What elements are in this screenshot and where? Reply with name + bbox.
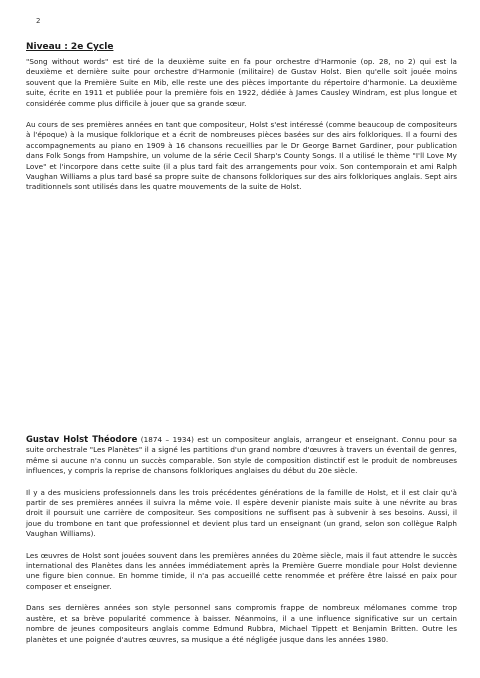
intro-section [26, 57, 457, 204]
level-heading: Niveau : 2e Cycle [26, 42, 114, 52]
biography-paragraph-4: Dans ses dernières années son style personnel sans compromis frappe de nombreux mélomanes comme trop austère, et sa brève popularité commence à baisser. Néanmoins, il a une influence significative sur un certain nombre de jeunes compositeurs anglais comme Edmund Rubbra, Michael Tippett et Benjamin Britten. Outre les planètes et une poignée d'autres œuvres, sa musique a été négligée jusque dans les années 1980. [26, 603, 457, 644]
page-number: 2 [36, 17, 41, 25]
biography-paragraph-1-text: (1874 – 1934) est un compositeur anglais, arrangeur et enseignant. Connu pour sa suite orchestrale "Les Planètes" il a signé les partitions d'un grand nombre d'œuvres à travers un éventail de genres, même si aucune n'a connu un succès comparable. Son style de composition distinctif est le produit de nombreuses influences, y compris la reprise de chansons folkloriques anglaises du début du 20e siècle. [26, 435, 457, 476]
biography-paragraph-1 [26, 434, 457, 477]
intro-paragraph-1: "Song without words" est tiré de la deuxième suite en fa pour orchestre d'Harmonie (op. 28, no 2) qui est la deuxième et dernière suite pour orchestre d'Harmonie (militaire) de Gustav Holst. Bien qu'elle soit jouée moins souvent que la Première Suite en Mib, elle reste une des pièces importante du répertoire d'harmonie. La deuxième suite, écrite en 1911 et publiée pour la première fois en 1922, dédiée à James Causley Windram, est plus longue et considérée comme plus difficile à jouer que sa grande sœur. [26, 57, 457, 108]
biography-paragraph-3: Les œuvres de Holst sont jouées souvent dans les premières années du 20ème siècle, mais il faut attendre le succès international des Planètes dans les années immédiatement après la Première Guerre mondiale pour Holst devienne une figure bien connue. En homme timide, il n'a pas accueillé cette renommée et préfère être laissé en paix pour composer et enseigner. [26, 550, 457, 591]
biography-section [26, 434, 457, 656]
biography-paragraph-2: Il y a des musiciens professionnels dans les trois précédentes générations de la famille de Holst, et il est clair qu'à partir de ses premières années il suivra la même voie. Il espère devenir pianiste mais suite à une névrite au bras droit il poursuit une carrière de compositeur. Ses compositions ne suffisent pas à subvenir à ses besoins. Aussi, il joue du trombone en tant que professionnel et devient plus tard un enseignant (un grand, selon son collègue Ralph Vaughan Williams). [26, 487, 457, 539]
composer-name: Gustav Holst Théodore [26, 434, 138, 444]
intro-paragraph-2: Au cours de ses premières années en tant que compositeur, Holst s'est intéressé (comme beaucoup de compositeurs à l'époque) à la musique folklorique et a écrit de nombreuses pièces basées sur des airs folkloriques. Il a fourni des accompagnements au piano en 1909 à 16 chansons recueillies par le Dr George Barnet Gardiner, pour publication dans Folk Songs from Hampshire, un volume de la série Cecil Sharp's County Songs. Il a utilisé le thème "I'll Love My Love" et l'incorpore dans cette suite (il a plus tard fait des arrangements pour voix. Son contemporain et ami Ralph Vaughan Williams a plus tard basé sa propre suite de chansons folkloriques sur des airs folkloriques anglais. Sept airs traditionnels sont utilisés dans les quatre mouvements de la suite de Holst. [26, 120, 457, 192]
